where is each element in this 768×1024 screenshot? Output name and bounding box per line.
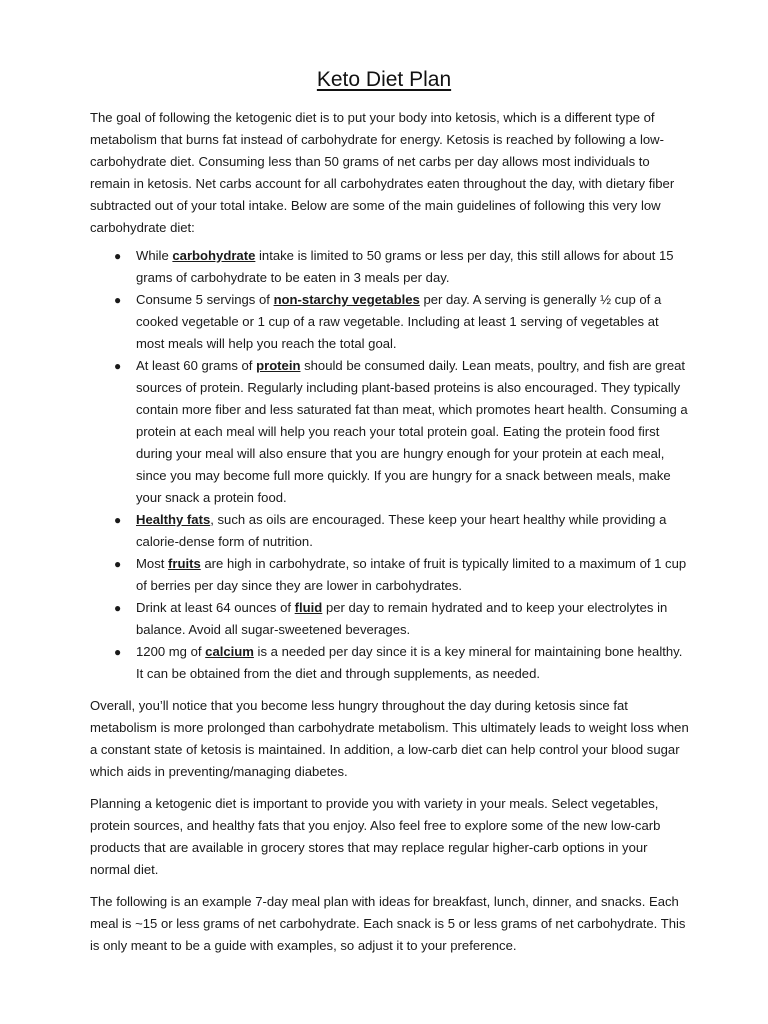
bullet-icon: ● bbox=[114, 513, 122, 527]
bullet-icon: ● bbox=[114, 601, 122, 615]
bullet-text-after: are high in carbohydrate, so intake of fruit is typically limited to a maximum of 1 cup of berries per day since they are lower in carbohydrates. bbox=[136, 556, 687, 593]
bullet-keyword: non-starchy vegetables bbox=[273, 292, 420, 307]
bullet-text-after: per day to remain hydrated and to keep your electrolytes in balance. Avoid all sugar-sweetened beverages. bbox=[136, 600, 668, 637]
bullet-text-before: At least 60 grams of bbox=[136, 358, 257, 373]
bullet-keyword: carbohydrate bbox=[172, 248, 256, 263]
bullet-icon: ● bbox=[114, 293, 122, 307]
bullet-text-after: should be consumed daily. Lean meats, poultry, and fish are great sources of protein. Regularly including plant-based proteins is also encouraged. They typically contain more fiber and less saturated fat than meat, which promotes heart health. Consuming a protein at each meal will help you reach your total protein goal. Eating the protein food first during your meal will also ensure that you are hungry enough for your protein at each meal, since you may become full more quickly. If you are hungry for a snack between meals, make your snack a protein food. bbox=[136, 358, 688, 505]
document-title: Keto Diet Plan bbox=[316, 68, 452, 91]
bullet-icon: ● bbox=[114, 249, 122, 263]
bullet-text-before: Consume 5 servings of bbox=[136, 292, 274, 307]
list-item bbox=[90, 641, 690, 685]
guidelines-list bbox=[90, 245, 690, 685]
bullet-text-after: per day. A serving is generally ½ cup of a cooked vegetable or 1 cup of a raw vegetable. Including at least 1 serving of vegetables at most meals will help you reach the total goal. bbox=[136, 292, 662, 351]
bullet-keyword: calcium bbox=[205, 644, 254, 659]
bullet-text-before: Drink at least 64 ounces of bbox=[136, 600, 295, 615]
list-item bbox=[90, 355, 690, 509]
intro-paragraph: The goal of following the ketogenic diet is to put your body into ketosis, which is a different type of metabolism that burns fat instead of carbohydrate for energy. Ketosis is reached by following a low-carbohydrate diet. Consuming less than 50 grams of net carbs per day allows most individuals to remain in ketosis. Net carbs account for all carbohydrates eaten throughout the day, with dietary fiber subtracted out of your total intake. Below are some of the main guidelines of following this very low carbohydrate diet: bbox=[90, 110, 675, 235]
list-item bbox=[90, 245, 690, 289]
list-item bbox=[90, 597, 690, 641]
bullet-keyword: fluid bbox=[294, 600, 323, 615]
bullet-icon: ● bbox=[114, 359, 122, 373]
bullet-keyword: fruits bbox=[168, 556, 201, 571]
list-item bbox=[90, 509, 690, 553]
bullet-icon: ● bbox=[114, 645, 122, 659]
bullet-text-after: is a needed per day since it is a key mineral for maintaining bone healthy. It can be obtained from the diet and through supplements, as needed. bbox=[136, 644, 683, 681]
list-item bbox=[90, 289, 690, 355]
bullet-icon: ● bbox=[114, 557, 122, 571]
overall-paragraph: Overall, you’ll notice that you become less hungry throughout the day during ketosis since fat metabolism is more prolonged than carbohydrate metabolism. This ultimately leads to weight loss when a constant state of ketosis is maintained. In addition, a low-carb diet can help control your blood sugar which aids in preventing/managing diabetes. bbox=[90, 698, 689, 779]
planning-paragraph: Planning a ketogenic diet is important to provide you with variety in your meals. Select vegetables, protein sources, and healthy fats that you enjoy. Also feel free to explore some of the new low-carb products that are available in grocery stores that may replace regular higher-carb options in your normal diet. bbox=[90, 796, 661, 877]
list-item bbox=[90, 553, 690, 597]
bullet-text-after: , such as oils are encouraged. These keep your heart healthy while providing a calorie-dense form of nutrition. bbox=[136, 512, 667, 549]
bullet-keyword: Healthy fats bbox=[136, 512, 211, 527]
meal-plan-paragraph: The following is an example 7-day meal plan with ideas for breakfast, lunch, dinner, and snacks. Each meal is ~15 or less grams of net carbohydrate. Each snack is 5 or less grams of net carbohydrate. This is only meant to be a guide with examples, so adjust it to your preference. bbox=[90, 894, 686, 953]
bullet-text-before: 1200 mg of bbox=[136, 644, 206, 659]
bullet-keyword: protein bbox=[256, 358, 301, 373]
bullet-text-before: Most bbox=[136, 556, 169, 571]
bullet-text-after: intake is limited to 50 grams or less per day, this still allows for about 15 grams of carbohydrate to be eaten in 3 meals per day. bbox=[136, 248, 674, 285]
bullet-text-before: While bbox=[136, 248, 173, 263]
document-body bbox=[90, 107, 690, 957]
